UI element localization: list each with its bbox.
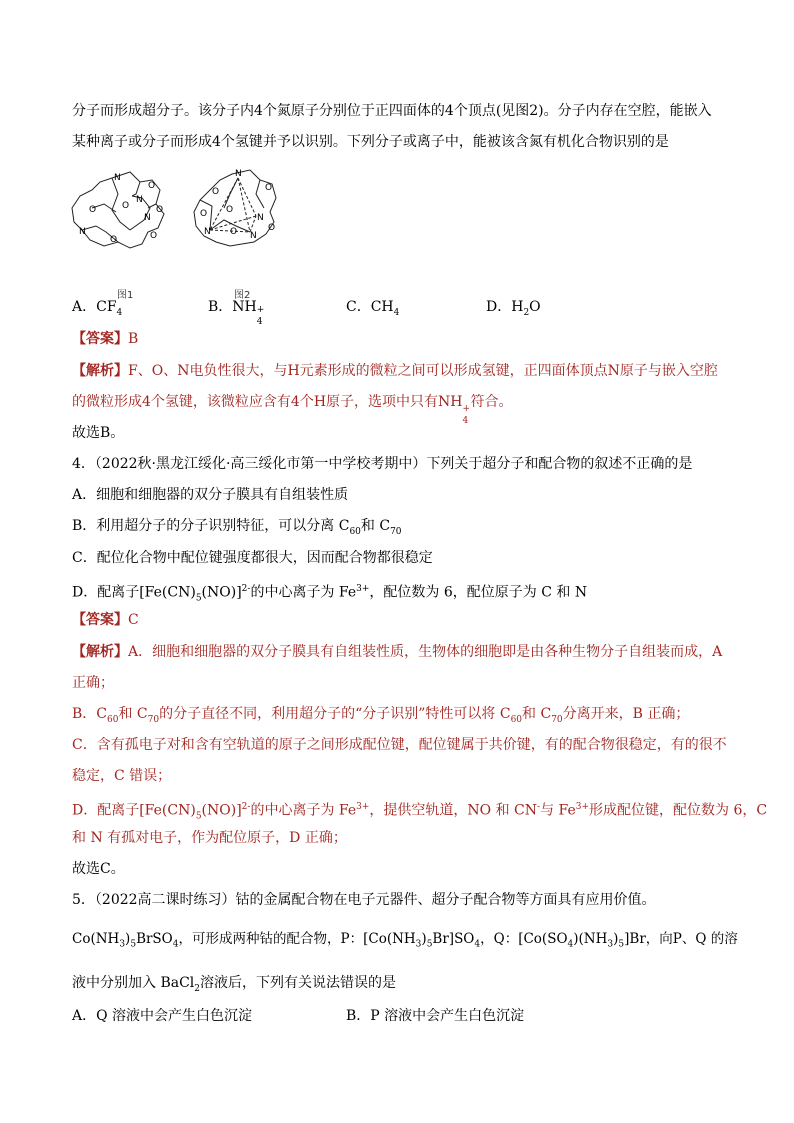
q4-analysis-d-text-1: D．配离子[Fe(CN) [72,802,196,819]
q5-stem: 5．（2022高二课时练习）钴的金属配合物在电子元器件、超分子配合物等方面具有应用价值。 [72,892,656,908]
q5-line-2 [72,974,396,998]
q4-option-d-sub: 5 [195,593,202,604]
q3-option-b [208,296,265,327]
fig1-atom-o2: O [89,205,97,215]
q4-analysis-d-text-5: 与 Fe [540,802,576,819]
fig2-atom-o2: O [265,183,273,193]
fig2-atom-n3: N [250,231,257,241]
q4-option-d-text-2: (NO)] [201,584,242,601]
fig1-atom-n1: N [114,173,121,183]
q4-analysis-a-line-1 [72,643,722,661]
q4-analysis-d-line-1 [72,798,767,825]
q5-formula-line [72,930,738,954]
fig1-atom-n4: N [79,227,86,237]
q5-line-2-text-a: 液中分别加入 BaCl [72,975,195,991]
q4-option-d [72,580,587,607]
q4-analysis-b-text-1: B．C [72,706,107,722]
fig1-atom-o1: O [148,181,156,191]
fig1-atom-n3: N [144,213,151,223]
q3-answer [72,330,138,348]
q4-stem: 4．（2022秋·黑龙江绥化·高三绥化市第一中学校考期中）下列关于超分子和配合物的叙述不正确的是 [72,456,693,472]
q5-text-1: ，可形成两种钴的配合物，P： [178,931,364,947]
q3-analysis-sup: + [462,404,471,414]
q3-analysis-text-1: F、O、N电负性很大，与H元素形成的微粒之间可以形成氢键，正四面体顶点N原子与嵌入空腔 [128,363,718,379]
q3-option-c [346,296,399,318]
fig2-atom-o3: O [226,205,234,215]
q5-option-a: A．Q 溶液中会产生白色沉淀 [72,1008,253,1024]
q4-option-d-text-4: ，配位数为 6，配位原子为 C 和 N [369,584,588,601]
intro-line-1: 分子而形成超分子。该分子内4个氮原子分别位于正四面体的4个顶点(见图2)。分子内存在空腔，能嵌入 [72,103,712,119]
q4-analysis-d-text-4: ，提供空轨道，NO 和 CN [369,802,538,819]
q4-option-b-text-2: 和 C [360,518,391,534]
q4-analysis-label: 【解析】 [72,644,128,660]
q4-option-d-text-1: D．配离子[Fe(CN) [72,584,196,601]
q4-analysis-b-sub-2: 70 [147,714,160,725]
q4-option-b-sub-2: 70 [390,526,402,537]
q4-analysis-a-text-1: A．细胞和细胞器的双分子膜具有自组装性质，生物体的细胞即是由各种生物分子自组装而成，A [128,644,723,660]
q4-analysis-b-text-2: 和 C [118,706,148,722]
q4-analysis-b-text-4: 和 C [522,706,552,722]
q3-option-d-text: D．H [486,299,524,315]
q5-formula-p: $[Co(NH_3)_5Br]SO_4$ [363,931,481,950]
figure-2-caption: 图2 [234,290,251,301]
q4-analysis-b-sub-4: 70 [551,714,563,725]
q4-analysis-d-text-6: 形成配位键，配位数为 6，C [589,802,768,819]
q3-option-a [72,296,122,318]
q4-analysis-d-text-2: (NO)] [201,802,242,819]
q3-option-d [486,296,541,318]
intro-line-2: 某种离子或分子而形成4个氢键并予以识别。下列分子或离子中，能被该含氮有机化合物识别的是 [72,134,669,150]
fig2-atom-o4: O [200,209,208,219]
q5-formula-reactant: $Co(NH_3)_5BrSO_4$ [72,931,179,950]
fig1-atom-n2: N [136,195,143,205]
fig2-atom-n2: N [204,227,211,237]
q4-option-c: C．配位化合物中配位键强度都很大，因而配合物都很稳定 [72,550,433,566]
q4-answer-value: C [128,612,139,628]
q4-analysis-d-sup-1: 2- [241,802,251,812]
q3-option-c-text: C．CH [346,299,394,315]
q3-analysis-label: 【解析】 [72,363,128,379]
q5-option-b: B．P 溶液中会产生白色沉淀 [346,1008,525,1024]
q4-option-b-sub-1: 60 [349,526,361,537]
fig2-atom-o6: O [230,227,238,237]
fig2-atom-n1: N [235,169,242,179]
q3-analysis-line-1 [72,362,718,380]
q4-option-d-sup-2: 3+ [356,584,370,594]
q5-formula-q: $[Co(SO_4)(NH_3)_5]Br$ [518,931,646,950]
q4-analysis-d-line-2: 和 N 有孤对电子，作为配位原子，D 正确； [72,830,347,846]
q4-analysis-b-sub-1: 60 [107,714,119,725]
q3-conclusion: 故选B。 [72,425,125,441]
q3-answer-label: 【答案】 [72,331,128,347]
q5-line-2-text-b: 溶液后，下列有关说法错误的是 [200,975,397,991]
q3-option-b-sub: 4 [256,317,263,327]
q4-conclusion: 故选C。 [72,861,125,877]
fig2-atom-o5: O [268,223,276,233]
q4-option-b-text-1: B．利用超分子的分子识别特征，可以分离 C [72,518,350,534]
q4-answer-label: 【答案】 [72,612,128,628]
q4-analysis-d-sup-2: 3+ [356,802,370,812]
q3-option-d-tail: O [529,299,541,315]
q5-text-3: ，向P、Q 的溶 [645,931,738,947]
figure-1-caption: 图1 [117,290,134,301]
q4-option-a: A．细胞和细胞器的双分子膜具有自组装性质 [72,487,349,503]
q5-text-2: ，Q： [480,931,519,947]
q4-option-d-text-3: 的中心离子为 Fe [250,584,357,601]
fig1-atom-o3: O [122,201,130,211]
q4-option-d-sup: 2- [241,584,251,594]
q4-analysis-b-sub-3: 60 [510,714,523,725]
q4-analysis-d-sup-3: - [537,802,541,812]
q3-analysis-text-2b: 符合。 [470,394,513,410]
fig1-atom-o4: O [156,205,164,215]
q4-option-b [72,517,402,541]
q4-analysis-a-line-2: 正确； [72,675,114,691]
q3-option-b-sup: + [256,305,265,315]
q4-analysis-d-text-3: 的中心离子为 Fe [250,802,357,819]
q4-analysis-d-sup-4: 3+ [575,802,590,812]
q4-analysis-b-text-3: 的分子直径不同，利用超分子的“分子识别”特性可以将 C [159,706,511,722]
fig1-atom-o5: O [110,235,118,245]
q4-analysis-c-line-1: C．含有孤电子对和含有空轨道的原子之间形成配位键，配位键属于共价键，有的配合物很稳定，有的很不 [72,737,727,753]
q4-analysis-b [72,705,689,729]
q3-analysis-sub: 4 [462,416,469,426]
fig2-atom-n4: N [257,213,264,223]
q3-answer-value: B [128,331,139,347]
q5-line-2-sub: 2 [194,983,201,994]
q3-analysis-text-2a: 的微粒形成4个氢键，该微粒应含有4个H原子，选项中只有NH [72,394,463,410]
q4-answer [72,611,139,629]
fig1-atom-o6: O [150,231,158,241]
q4-analysis-c-line-2: 稳定，C 错误； [72,768,172,784]
q3-option-a-text: A．CF [72,299,117,315]
q3-option-c-sub: 4 [393,307,400,318]
q3-option-d-sub: 2 [523,307,530,318]
fig2-atom-o1: O [212,187,220,197]
q3-option-a-sub: 4 [116,307,123,318]
q3-option-b-text: B．NH [208,299,257,315]
q4-analysis-d-sub-1: 5 [195,811,202,822]
q3-analysis-line-2 [72,393,513,426]
q4-analysis-b-text-5: 分离开来，B 正确； [562,706,690,722]
